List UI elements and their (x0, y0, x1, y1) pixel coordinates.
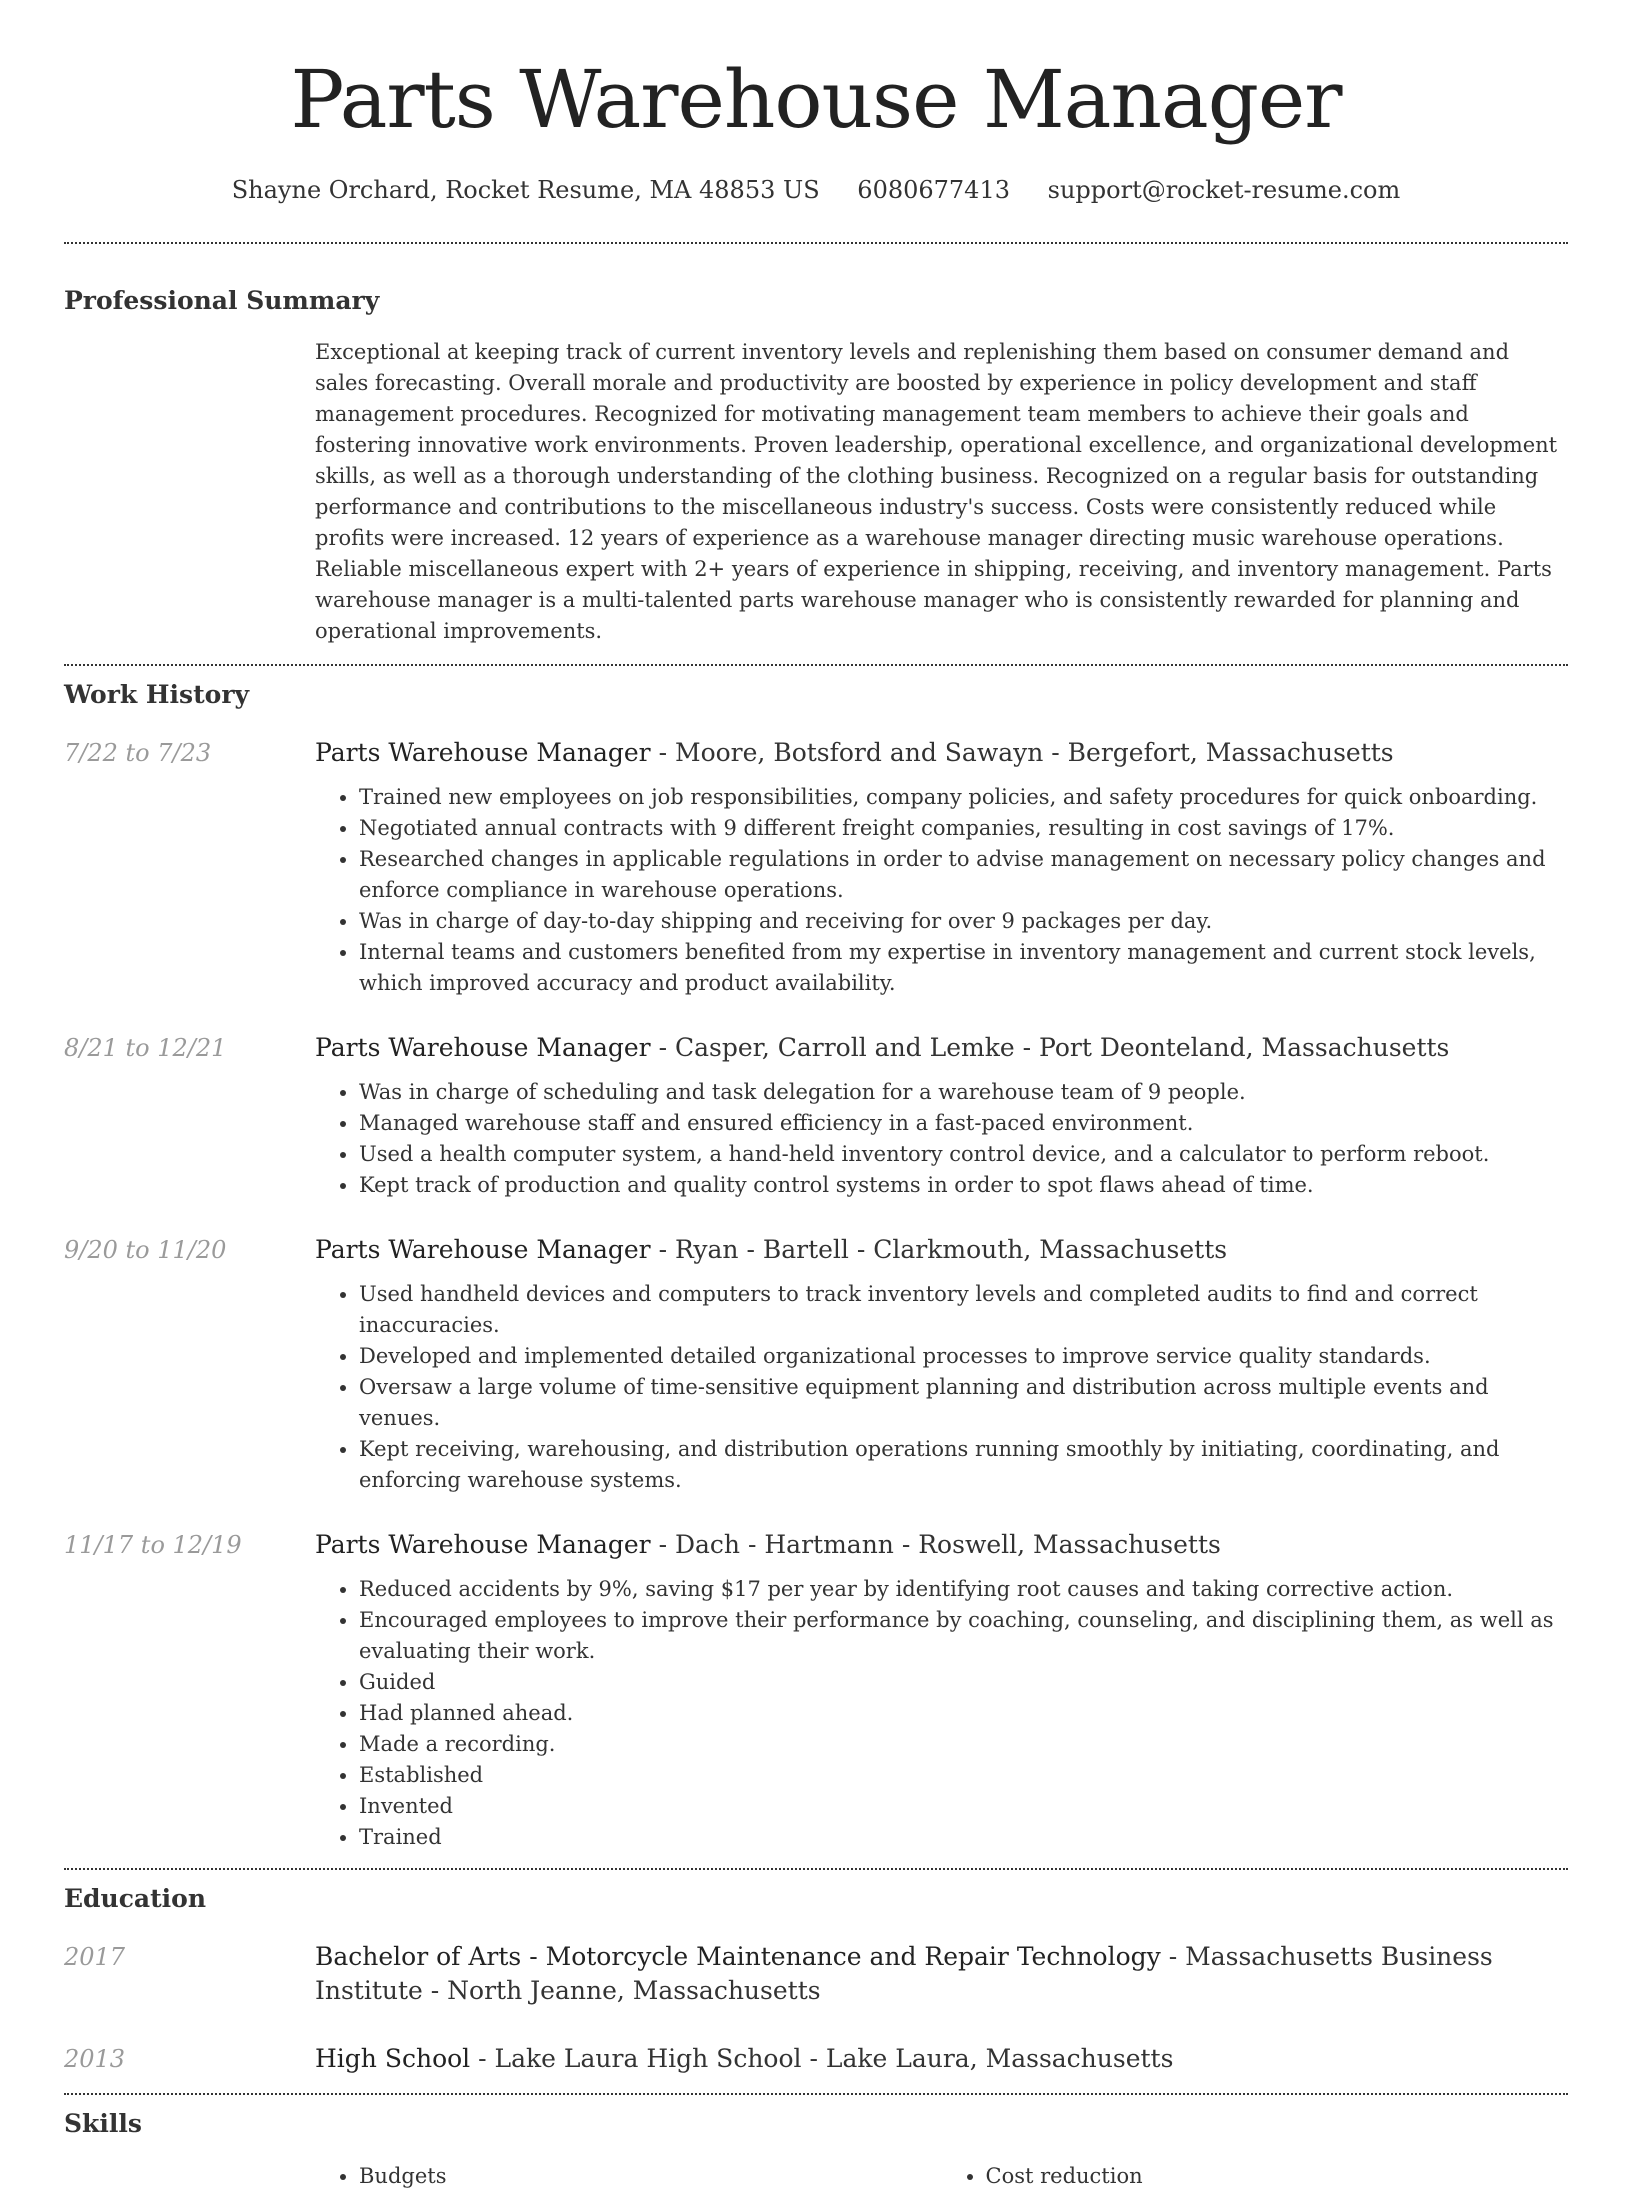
job-employer: Dach - Hartmann - Roswell, Massachusetts (674, 1530, 1221, 1559)
job-bullets (315, 1077, 1568, 1201)
list-item: • Researched changes in applicable regulations in order to advise management on necessary policy changes and enforce compliance in warehouse operations. (359, 844, 1568, 906)
list-item: • Budgets (359, 2161, 942, 2192)
skills-heading: Skills (64, 2109, 142, 2138)
job-dates: 7/22 to 7/23 (64, 739, 212, 767)
education-body (315, 1940, 1568, 2008)
job-heading: Parts Warehouse Manager - Ryan - Bartell - Clarkmouth, Massachusetts (315, 1235, 1228, 1264)
list-item: • Used handheld devices and computers to track inventory levels and completed audits to find and correct inaccuracies. (359, 1279, 1568, 1341)
summary-body (315, 337, 1568, 647)
education-section (64, 1882, 1568, 2076)
summary-text: Exceptional at keeping track of current inventory levels and replenishing them based on consumer demand and sales forecasting. Overall morale and productivity are boosted by experience in policy development and staff management procedures. Recognized for motivating management team members to achieve their goals and fostering innovative work environments. Proven leadership, operational excellence, and organizational development skills, as well as a thorough understanding of the clothing business. Recognized on a regular basis for outstanding performance and contributions to the miscellaneous industry's success. Costs were consistently reduced while profits were increased. 12 years of experience as a warehouse manager directing music warehouse operations. Reliable miscellaneous expert with 2+ years of experience in shipping, receiving, and inventory management. Parts warehouse manager is a multi-talented parts warehouse manager who is consistently rewarded for planning and operational improvements. (315, 340, 1558, 643)
education-heading: Education (64, 1884, 207, 1913)
job-entry (64, 1233, 1568, 1496)
summary-row (64, 337, 1568, 647)
list-item: • Oversaw a large volume of time-sensitive equipment planning and distribution across multiple events and venues. (359, 1372, 1568, 1434)
skills-row (64, 2161, 1568, 2192)
list-item: • Cost reduction (986, 2161, 1569, 2192)
skills-section (64, 2107, 1568, 2192)
work-history-heading: Work History (64, 680, 250, 709)
education-entry (64, 2042, 1568, 2076)
skills-body (315, 2161, 1568, 2192)
education-entry (64, 1940, 1568, 2008)
divider (64, 242, 1568, 244)
list-item: • Guided (359, 1667, 1568, 1698)
job-body (315, 1528, 1568, 1853)
resume-title: Parts Warehouse Manager (290, 53, 1342, 146)
list-item: • Managed warehouse staff and ensured efficiency in a fast-paced environment. (359, 1108, 1568, 1139)
education-heading-line: Bachelor of Arts - Motorcycle Maintenance and Repair Technology - Massachusetts Business Institute - North Jeanne, Massachusetts (315, 1942, 1493, 2005)
job-dates: 8/21 to 12/21 (64, 1034, 227, 1062)
list-item: • Encouraged employees to improve their performance by coaching, counseling, and disciplining them, as well as evaluating their work. (359, 1605, 1568, 1667)
job-dates: 11/17 to 12/19 (64, 1531, 242, 1559)
job-employer: Moore, Botsford and Sawayn - Bergefort, Massachusetts (674, 738, 1394, 767)
list-item: • Was in charge of day-to-day shipping and receiving for over 9 packages per day. (359, 906, 1568, 937)
list-item: • Kept track of production and quality control systems in order to spot flaws ahead of time. (359, 1170, 1568, 1201)
education-degree: High School (315, 2044, 471, 2073)
education-school: Massachusetts Business Institute - North Jeanne, Massachusetts (315, 1942, 1493, 2005)
work-history-section (64, 678, 1568, 1853)
list-item: • Negotiated annual contracts with 9 different freight companies, resulting in cost savings of 17%. (359, 813, 1568, 844)
divider (64, 2093, 1568, 2095)
list-item: • Kept receiving, warehousing, and distribution operations running smoothly by initiating, coordinating, and enforcing warehouse systems. (359, 1434, 1568, 1496)
list-item: • Established (359, 1760, 1568, 1791)
job-employer: Casper, Carroll and Lemke - Port Deonteland, Massachusetts (674, 1033, 1450, 1062)
job-role: Parts Warehouse Manager (315, 1235, 651, 1264)
education-degree: Bachelor of Arts - Motorcycle Maintenance and Repair Technology (315, 1942, 1161, 1971)
list-item: • Internal teams and customers benefited from my expertise in inventory management and current stock levels, which improved accuracy and product availability. (359, 937, 1568, 999)
list-item: • Used a health computer system, a hand-held inventory control device, and a calculator to perform reboot. (359, 1139, 1568, 1170)
education-heading-line: High School - Lake Laura High School - Lake Laura, Massachusetts (315, 2044, 1174, 2073)
summary-spacer (64, 337, 315, 647)
list-item: • Trained new employees on job responsibilities, company policies, and safety procedures for quick onboarding. (359, 782, 1568, 813)
education-school: Lake Laura High School - Lake Laura, Massachusetts (494, 2044, 1174, 2073)
job-employer: Ryan - Bartell - Clarkmouth, Massachusetts (674, 1235, 1228, 1264)
skills-list (315, 2161, 1568, 2192)
summary-heading: Professional Summary (64, 286, 380, 315)
list-item: • Made a recording. (359, 1729, 1568, 1760)
contact-address: Shayne Orchard, Rocket Resume, MA 48853 US (231, 176, 820, 204)
contact-phone: 6080677413 (857, 176, 1010, 204)
contact-email: support@rocket-resume.com (1047, 176, 1401, 204)
list-item: • Developed and implemented detailed organizational processes to improve service quality standards. (359, 1341, 1568, 1372)
divider (64, 664, 1568, 666)
education-year: 2013 (64, 2045, 126, 2073)
skills-spacer (64, 2161, 315, 2192)
job-body (315, 736, 1568, 999)
job-body (315, 1031, 1568, 1201)
job-bullets (315, 1279, 1568, 1496)
job-heading: Parts Warehouse Manager - Casper, Carroll and Lemke - Port Deonteland, Massachusetts (315, 1033, 1450, 1062)
job-entry (64, 1031, 1568, 1201)
job-role: Parts Warehouse Manager (315, 1033, 651, 1062)
job-heading: Parts Warehouse Manager - Moore, Botsford and Sawayn - Bergefort, Massachusetts (315, 738, 1394, 767)
job-dates: 9/20 to 11/20 (64, 1236, 227, 1264)
list-item: • Trained (359, 1822, 1568, 1853)
education-year: 2017 (64, 1943, 126, 1971)
summary-section (64, 284, 1568, 647)
job-bullets (315, 782, 1568, 999)
list-item: • Reduced accidents by 9%, saving $17 per year by identifying root causes and taking corrective action. (359, 1574, 1568, 1605)
list-item: • Had planned ahead. (359, 1698, 1568, 1729)
job-bullets (315, 1574, 1568, 1853)
education-body (315, 2042, 1568, 2076)
job-entry (64, 1528, 1568, 1853)
job-entry (64, 736, 1568, 999)
list-item: • Was in charge of scheduling and task delegation for a warehouse team of 9 people. (359, 1077, 1568, 1108)
job-body (315, 1233, 1568, 1496)
job-role: Parts Warehouse Manager (315, 1530, 651, 1559)
job-role: Parts Warehouse Manager (315, 738, 651, 767)
list-item: • Invented (359, 1791, 1568, 1822)
divider (64, 1868, 1568, 1870)
job-heading: Parts Warehouse Manager - Dach - Hartmann - Roswell, Massachusetts (315, 1530, 1221, 1559)
contact-line (64, 174, 1568, 206)
